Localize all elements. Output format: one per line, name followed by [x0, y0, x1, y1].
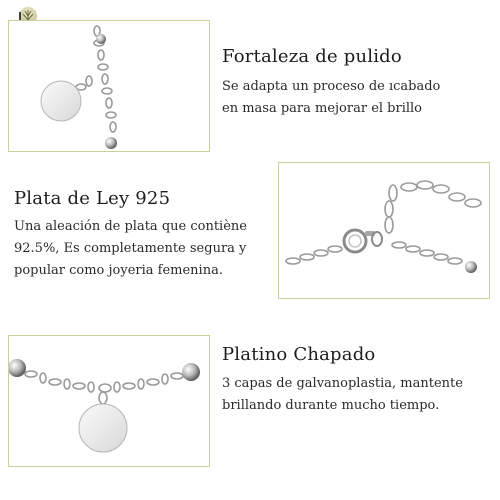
product-image-3 — [8, 335, 210, 467]
description-line: brillando durante mucho tiempo. — [222, 398, 440, 413]
description-line: Una aleación de plata que contiène — [14, 219, 247, 234]
description-line: popular como joyeria femenina. — [14, 263, 223, 278]
product-image-1 — [8, 20, 210, 152]
bracelet-disc-photo-icon — [9, 336, 209, 466]
bracelet-charm-photo-icon — [9, 21, 209, 151]
section-heading-silver: Plata de Ley 925 — [14, 188, 171, 209]
product-image-2 — [278, 162, 490, 299]
bracelet-clasp-photo-icon — [279, 163, 489, 298]
section-heading-plating: Platino Chapado — [222, 344, 376, 365]
description-line: Se adapta un proceso de ıcabado — [222, 79, 441, 94]
section-description-polish — [222, 76, 492, 120]
description-line: 92.5%, Es completamente segura y — [14, 241, 247, 256]
section-description-silver — [14, 216, 269, 282]
section-description-plating — [222, 373, 492, 417]
section-heading-polish: Fortaleza de pulido — [222, 46, 402, 67]
description-line: en masa para mejorar el brillo — [222, 101, 423, 116]
description-line: 3 capas de galvanoplastia, mantente — [222, 376, 463, 391]
